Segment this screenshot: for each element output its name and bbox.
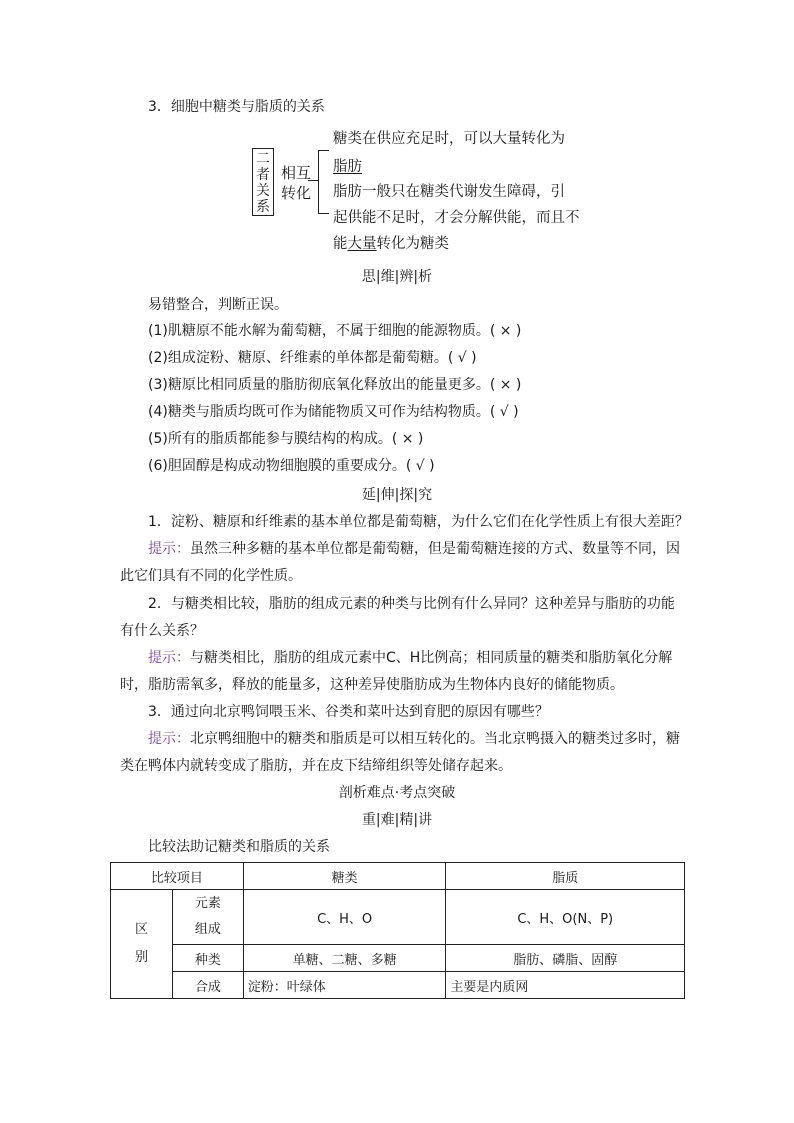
table-row [111, 945, 685, 972]
comparison-table [110, 862, 685, 999]
row-item: 合成 [172, 972, 243, 999]
section-title: 3．细胞中糖类与脂质的关系 [148, 99, 325, 115]
mutual-label-2: 转化 [281, 184, 312, 202]
table-row [111, 972, 685, 999]
diagram-line-1: 糖类在供应充足时，可以大量转化为 [333, 131, 565, 147]
question-3: 3．通过向北京鸭饲喂玉米、谷类和菜叶达到育肥的原因有哪些？ [148, 704, 549, 720]
brace-arm [308, 180, 318, 181]
cell-lipid: 脂肪、磷脂、固醇 [446, 945, 685, 972]
answer-3-text: 北京鸭细胞中的糖类和脂质是可以相互转化的。当北京鸭摄入的糖类过多时，糖 [190, 731, 680, 747]
header-sugar: 糖类 [243, 863, 446, 890]
header-lipid: 脂质 [446, 863, 685, 890]
thinking-intro: 易错整合，判断正误。 [148, 297, 288, 313]
cell-sugar: 淀粉：叶绿体 [243, 972, 446, 999]
relation-box [252, 148, 274, 216]
diagram-line-5-c: 转化为糖类 [376, 236, 449, 252]
answer-2-line-2: 时，脂肪需氧多，释放的能量多，这种差异使脂肪成为生物体内良好的储能物质。 [120, 677, 624, 693]
judge-item-6: (6)胆固醇是构成动物细胞膜的重要成分。( √ ) [148, 458, 435, 474]
answer-2-text: 与糖类相比，脂肪的组成元素中C、H比例高；相同质量的糖类和脂肪氧化分解 [190, 650, 673, 666]
analysis-heading: 剖析难点·考点突破 [338, 785, 456, 801]
table-intro: 比较法助记糖类和脂质的关系 [148, 839, 330, 855]
diagram-line-2: 脂肪 [333, 159, 362, 175]
relation-box-label: 二者关系 [256, 151, 270, 215]
answer-1-line-2: 此它们具有不同的化学性质。 [120, 568, 302, 584]
hint-label: 提示： [148, 541, 190, 557]
row-item: 种类 [172, 945, 243, 972]
diagram-line-5 [333, 232, 449, 253]
group-label-2: 别 [134, 950, 148, 965]
group-label-1: 区 [134, 922, 148, 937]
row-item [172, 890, 243, 945]
diagram-line-3: 脂肪一般只在糖类代谢发生障碍，引 [333, 184, 565, 200]
answer-1-text: 虽然三种多糖的基本单位都是葡萄糖，但是葡萄糖连接的方式、数量等不同，因 [190, 541, 680, 557]
hint-label: 提示： [148, 731, 190, 747]
diagram-line-5-b: 大量 [347, 236, 377, 252]
question-2-line-1: 2．与糖类相比较，脂肪的组成元素的种类与比例有什么异同？这种差异与脂肪的功能 [148, 596, 675, 612]
answer-3-line-1 [148, 728, 680, 748]
question-1: 1．淀粉、糖原和纤维素的基本单位都是葡萄糖，为什么它们在化学性质上有很大差距？ [148, 514, 689, 530]
brace [318, 150, 329, 214]
diagram-line-4: 起供能不足时，才会分解供能，而且不 [333, 210, 580, 226]
judge-item-4: (4)糖类与脂质均既可作为储能物质又可作为结构物质。( √ ) [148, 404, 519, 420]
row-item-2: 组成 [194, 922, 221, 937]
hint-label: 提示： [148, 650, 190, 666]
thinking-heading: 思|维|辨|析 [361, 269, 433, 285]
judge-item-5: (5)所有的脂质都能参与膜结构的构成。( × ) [148, 431, 424, 447]
extend-heading: 延|伸|探|究 [361, 487, 433, 503]
table-header-row [111, 863, 685, 890]
cell-sugar: C、H、O [243, 890, 446, 945]
judge-item-1: (1)肌糖原不能水解为葡萄糖，不属于细胞的能源物质。( × ) [148, 323, 522, 339]
group-label [111, 890, 173, 999]
mutual-label [281, 163, 311, 203]
header-item: 比较项目 [111, 863, 244, 890]
key-points-heading: 重|难|精|讲 [361, 812, 433, 828]
cell-sugar: 单糖、二糖、多糖 [243, 945, 446, 972]
table-row [111, 890, 685, 945]
answer-3-line-2: 类在鸭体内就转变成了脂肪，并在皮下结缔组织等处储存起来。 [120, 758, 512, 774]
cell-lipid: 主要是内质网 [446, 972, 685, 999]
cell-lipid: C、H、O(N、P) [446, 890, 685, 945]
box-connector [272, 166, 278, 196]
row-item-1: 元素 [194, 896, 221, 911]
answer-2-line-1 [148, 647, 672, 667]
answer-1-line-1 [148, 538, 680, 558]
diagram-line-5-a: 能 [333, 236, 348, 252]
judge-item-3: (3)糖原比相同质量的脂肪彻底氧化释放出的能量更多。( × ) [148, 377, 522, 393]
judge-item-2: (2)组成淀粉、糖原、纤维素的单体都是葡萄糖。( √ ) [148, 350, 477, 366]
mutual-label-1: 相互 [281, 164, 312, 182]
question-2-line-2: 有什么关系？ [120, 623, 204, 639]
